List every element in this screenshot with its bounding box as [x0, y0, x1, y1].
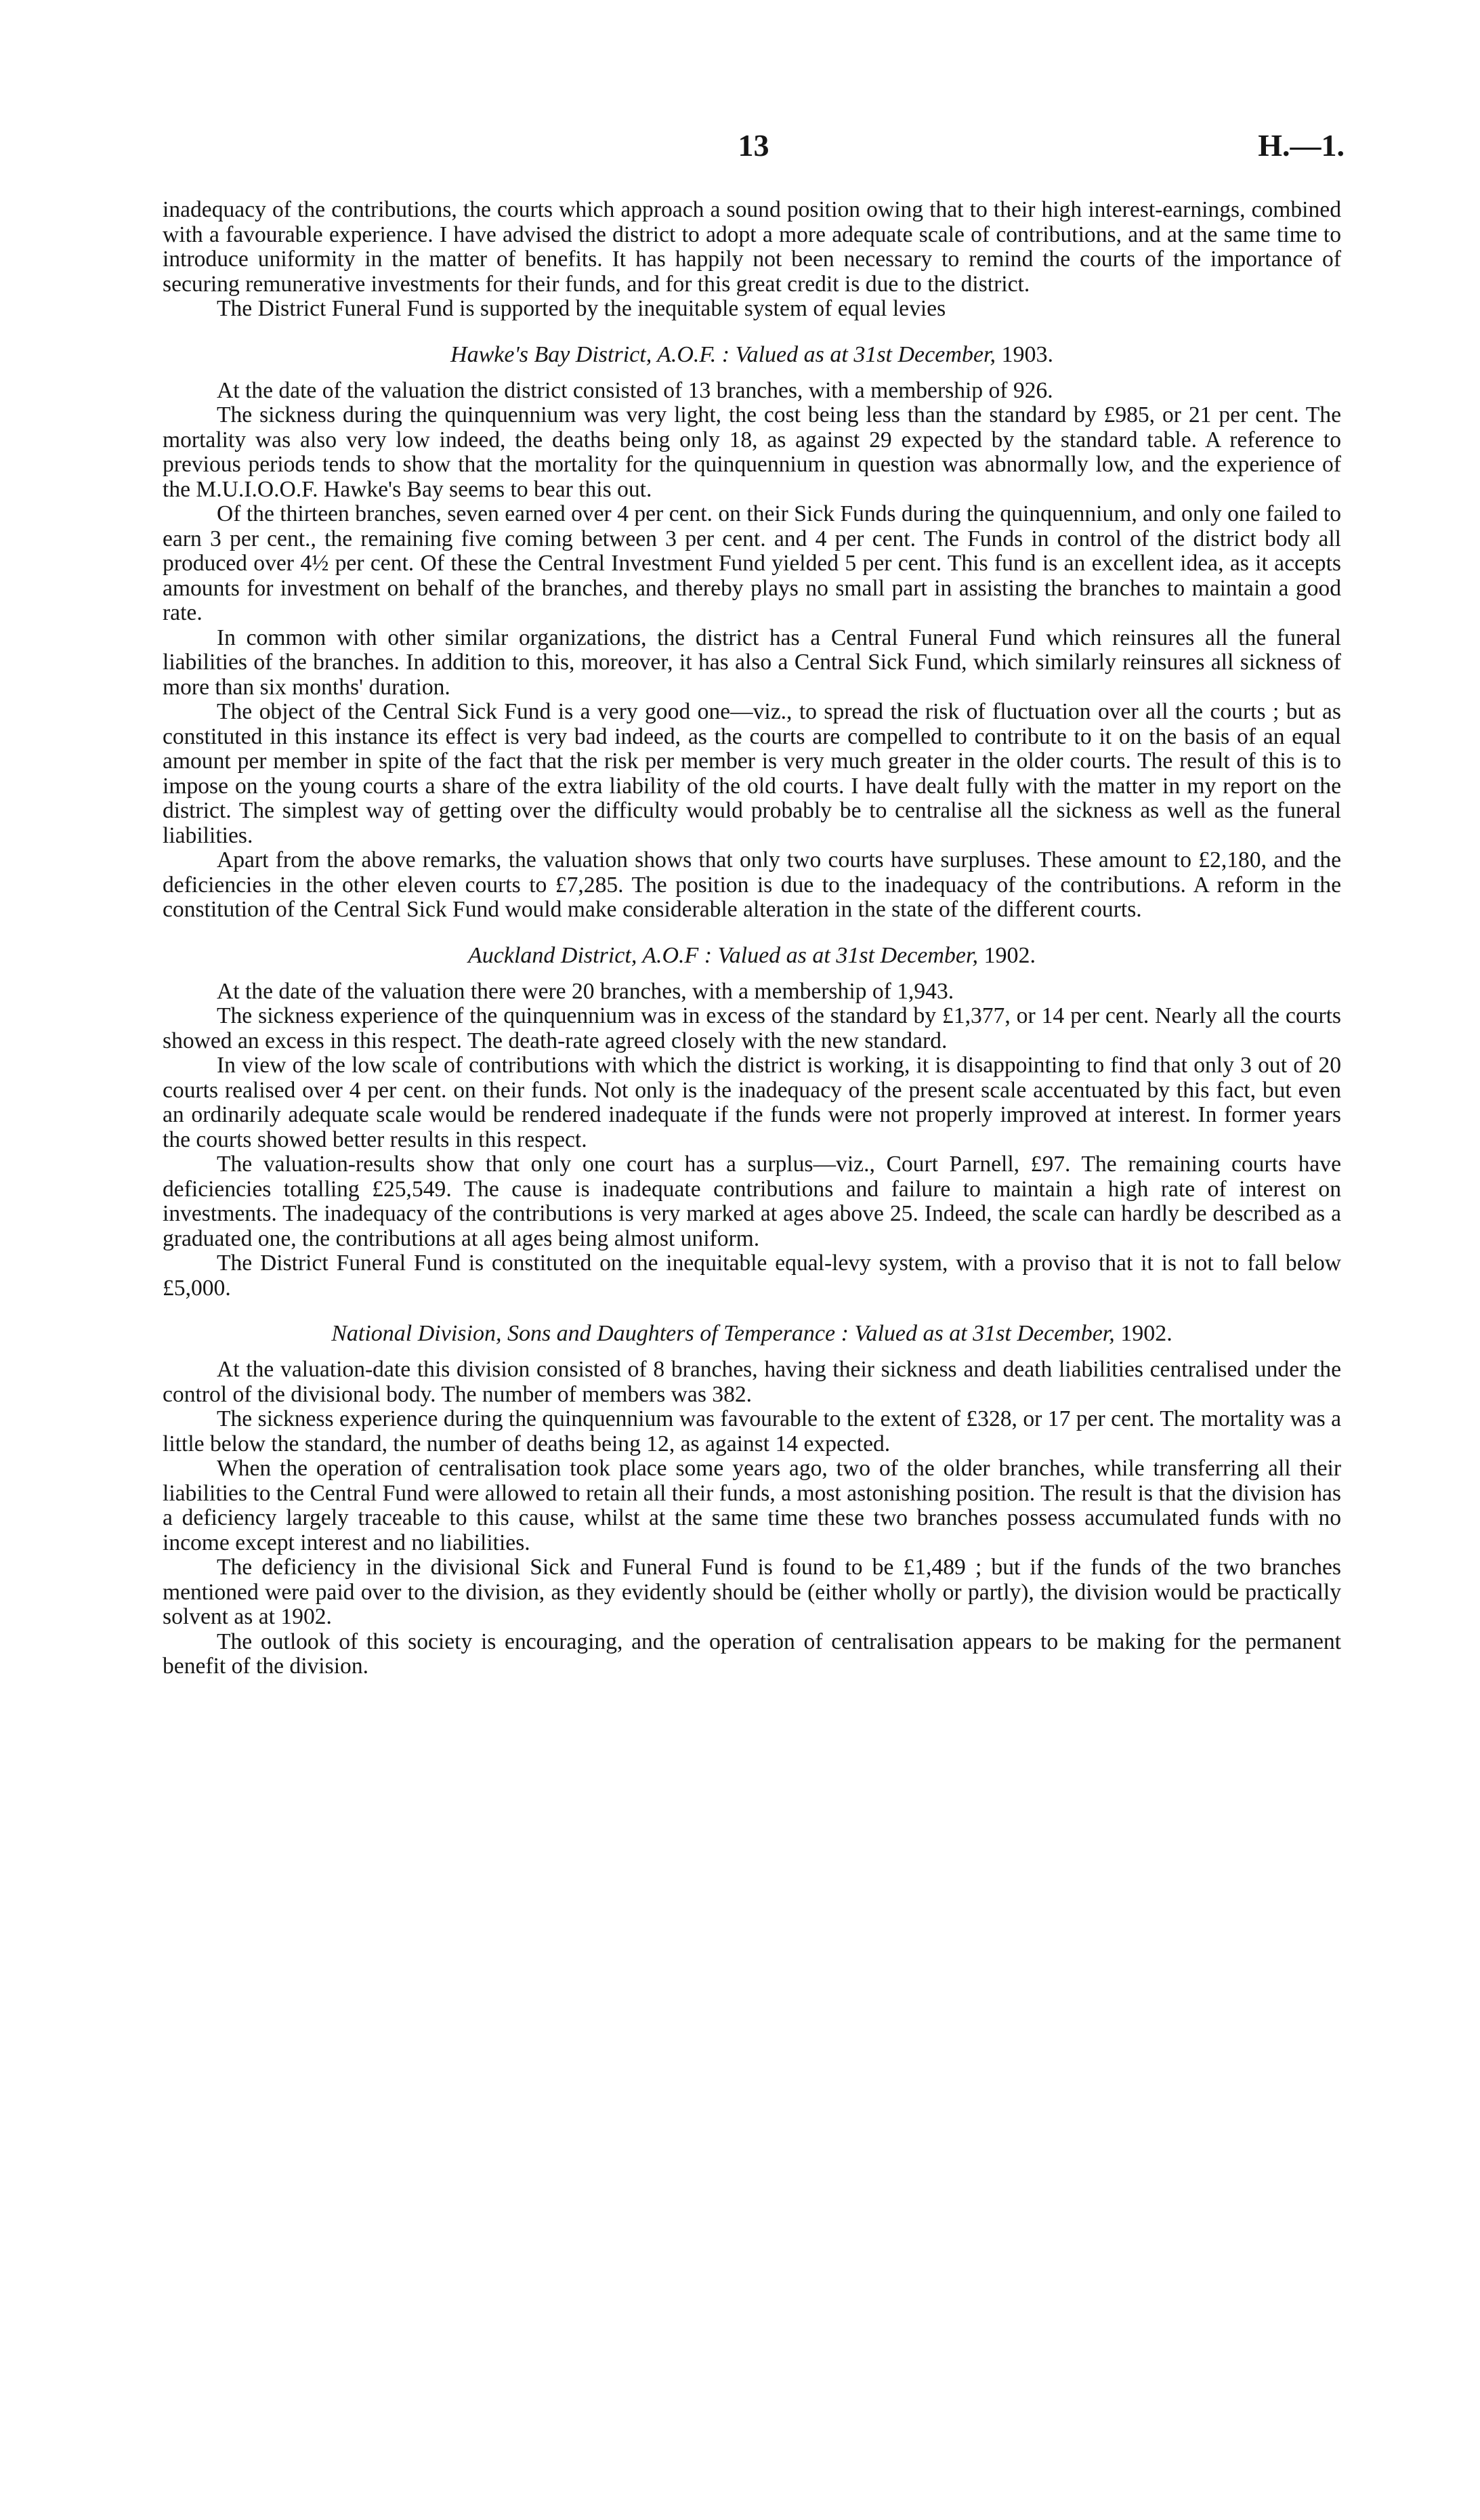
paragraph: In common with other similar organizations, the district has a Central Funeral Fund which reinsures all the funeral liabilities of the branches. In addition to this, moreover, it has also a Central Sick Fund, which similarly reinsures all sickness of more than six months' duration. — [163, 625, 1341, 700]
paragraph: The deficiency in the divisional Sick and Funeral Fund is found to be £1,489 ; but if the funds of the two branches mentioned were paid over to the division, as they evidently should be (either wholly or partly), the division would be practically solvent as at 1902. — [163, 1555, 1341, 1629]
section-heading-national-division: National Division, Sons and Daughters of Temperance : Valued as at 31st December, 1902. — [331, 1321, 1172, 1346]
page-header — [163, 127, 1345, 168]
paragraph: The outlook of this society is encouraging, and the operation of centralisation appears to be making for the permanent benefit of the division. — [163, 1629, 1341, 1679]
document-reference: H.—1. — [1258, 128, 1345, 163]
paragraph: The sickness experience during the quinquennium was favourable to the extent of £328, or 17 per cent. The mortality was a little below the standard, the number of deaths being 12, as against 14 expected. — [163, 1406, 1341, 1456]
section-heading-auckland: Auckland District, A.O.F : Valued as at 31st December, 1902. — [468, 942, 1036, 968]
paragraph: The District Funeral Fund is supported by the inequitable system of equal levies — [217, 296, 946, 321]
paragraph: In view of the low scale of contributions with which the district is working, it is disappointing to find that only 3 out of 20 courts realised over 4 per cent. on their funds. Not only is the inadequacy of the present scale accentuated by this fact, but even an ordinarily adequate scale would be rendered inadequate if the funds were not properly improved at interest. In former years the courts showed better results in this respect. — [163, 1053, 1341, 1152]
paragraph: inadequacy of the contributions, the courts which approach a sound position owing that to their high interest-earnings, combined with a favourable experience. I have advised the district to adopt a more adequate scale of contributions, and at the same time to introduce uniformity in the matter of benefits. It has happily not been necessary to remind the courts of the importance of securing remunerative investments for their funds, and for this great credit is due to the district. — [163, 197, 1341, 297]
section-heading-hawkes-bay: Hawke's Bay District, A.O.F. : Valued as at 31st December, 1903. — [450, 341, 1053, 367]
paragraph: At the valuation-date this division consisted of 8 branches, having their sickness and death liabilities centralised under the control of the divisional body. The number of members was 382. — [163, 1357, 1341, 1407]
paragraph: At the date of the valuation there were 20 branches, with a membership of 1,943. — [217, 978, 954, 1004]
page-number: 13 — [738, 128, 769, 163]
paragraph: The valuation-results show that only one court has a surplus—viz., Court Parnell, £97. The remaining courts have deficiencies totalling £25,549. The cause is inadequate contributions and failure to maintain a high rate of interest on investments. The inadequacy of the contributions is very marked at ages above 25. Indeed, the scale can hardly be described as a graduated one, the contributions at all ages being almost uniform. — [163, 1152, 1341, 1251]
paragraph: At the date of the valuation the district consisted of 13 branches, with a membership of 926. — [217, 377, 1053, 403]
paragraph: The object of the Central Sick Fund is a very good one—viz., to spread the risk of fluctuation over all the courts ; but as constituted in this instance its effect is very bad indeed, as the courts are compelled to contribute to it on the basis of an equal amount per member in spite of the fact that the risk per member is very much greater in the older courts. The result of this is to impose on the young courts a share of the extra liability of the old courts. I have dealt fully with the matter in my report on the district. The simplest way of getting over the difficulty would probably be to centralise all the sickness as well as the funeral liabilities. — [163, 699, 1341, 848]
paragraph: When the operation of centralisation took place some years ago, two of the older branches, while transferring all their liabilities to the Central Fund were allowed to retain all their funds, a most astonishing position. The result is that the division has a deficiency largely traceable to this cause, whilst at the same time these two branches possess accumulated funds with no income except interest and no liabilities. — [163, 1456, 1341, 1555]
body-text — [163, 198, 1341, 1679]
paragraph: Of the thirteen branches, seven earned over 4 per cent. on their Sick Funds during the quinquennium, and only one failed to earn 3 per cent., the remaining five coming between 3 per cent. and 4 per cent. The Funds in control of the district body all produced over 4½ per cent. Of these the Central Investment Fund yielded 5 per cent. This fund is an excellent idea, as it accepts amounts for investment on behalf of the branches, and thereby plays no small part in assisting the branches to maintain a good rate. — [163, 501, 1341, 625]
paragraph: Apart from the above remarks, the valuation shows that only two courts have surpluses. These amount to £2,180, and the deficiencies in the other eleven courts to £7,285. The position is due to the inadequacy of the contributions. A reform in the constitution of the Central Sick Fund would make considerable alteration in the state of the different courts. — [163, 847, 1341, 922]
paragraph: The District Funeral Fund is constituted on the inequitable equal-levy system, with a proviso that it is not to fall below £5,000. — [163, 1251, 1341, 1301]
paragraph: The sickness during the quinquennium was very light, the cost being less than the standard by £985, or 21 per cent. The mortality was also very low indeed, the deaths being only 18, as against 29 expected by the standard table. A reference to previous periods tends to show that the mortality for the quinquennium in question was abnormally low, and the experience of the M.U.I.O.O.F. Hawke's Bay seems to bear this out. — [163, 402, 1341, 502]
paragraph: The sickness experience of the quinquennium was in excess of the standard by £1,377, or 14 per cent. Nearly all the courts showed an excess in this respect. The death-rate agreed closely with the new standard. — [163, 1003, 1341, 1053]
